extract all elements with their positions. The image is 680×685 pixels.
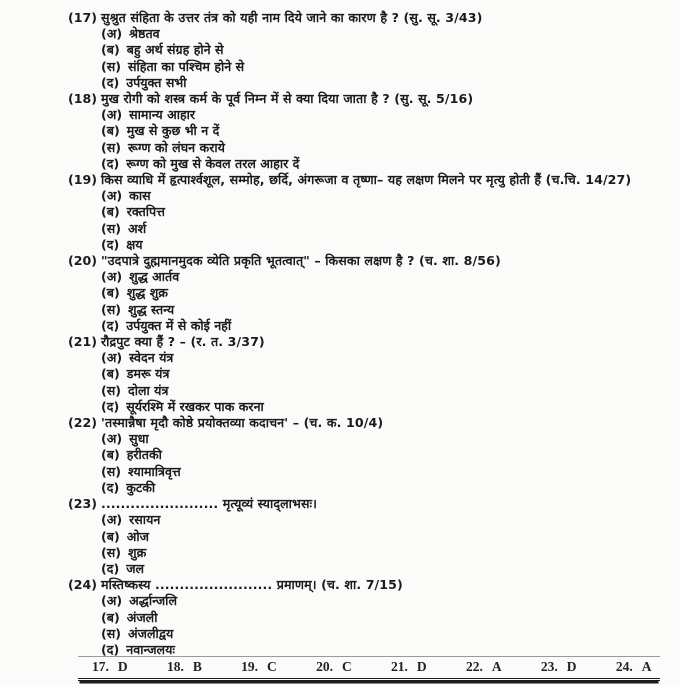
option-row [68, 366, 666, 382]
option-text: ओज [126, 528, 149, 544]
option-text: रसायन [129, 512, 161, 528]
option-label: (द) [101, 74, 120, 90]
question-number: (20) [68, 253, 98, 269]
option-row [68, 318, 666, 334]
option-row [68, 123, 666, 139]
answer-question-number: 22. [465, 659, 483, 674]
question-number: (22) [68, 415, 98, 431]
option-text: कुटकी [126, 479, 156, 495]
options-list [68, 512, 666, 577]
option-label: (ब) [101, 609, 120, 625]
options-list [68, 350, 666, 415]
option-row [68, 350, 666, 366]
option-row [68, 512, 666, 528]
option-label: (अ) [101, 512, 123, 528]
answer-letter: B [192, 659, 203, 674]
answer-key-strip [78, 656, 660, 681]
question-block [68, 415, 666, 496]
option-text: उर्पयुक्त सभी [126, 74, 187, 90]
option-text: सुधा [129, 431, 149, 447]
option-text: शुद्ध आर्तव [129, 269, 180, 285]
option-label: (ब) [101, 123, 120, 139]
option-row [68, 204, 666, 220]
answer-cell [466, 659, 502, 675]
option-label: (स) [101, 139, 122, 155]
option-text: नवान्जलयः [126, 641, 175, 657]
option-row [68, 285, 666, 301]
option-text: डमरू यंत्र [126, 366, 170, 382]
question-block [68, 253, 666, 334]
option-text: श्यामात्रिवृत्त [128, 463, 181, 479]
question-text: "उदपात्रे दुह्ममानमुदक व्येति प्रकृति भूतत्वात्" – किसका लक्षण है ? (च. शा. 8/56) [101, 253, 501, 269]
option-label: (अ) [101, 350, 123, 366]
option-label: (स) [101, 301, 122, 317]
options-list [68, 107, 666, 172]
question-text: रौद्रपुट क्या हैं ? – (र. त. 3/37) [101, 334, 265, 350]
option-text: अंजली [126, 609, 158, 625]
option-text: शुक्र [128, 544, 147, 560]
answer-question-number: 24. [615, 659, 633, 674]
option-label: (द) [101, 317, 120, 333]
option-row [68, 610, 666, 626]
option-text: रक्तपित्त [126, 204, 165, 220]
option-label: (स) [101, 58, 122, 74]
option-label: (ब) [101, 447, 120, 463]
question-number: (21) [68, 334, 98, 350]
option-text: उर्पयुक्त में से कोई नहीं [126, 317, 232, 333]
option-label: (स) [101, 625, 122, 641]
option-label: (ब) [101, 366, 120, 382]
question-text: मस्तिष्कस्य ........................ प्रमाणम्। (च. शा. 7/15) [101, 577, 403, 593]
question-number: (23) [68, 496, 98, 512]
option-row [68, 75, 666, 91]
option-row [68, 107, 666, 123]
option-text: दोला यंत्र [128, 382, 169, 398]
answer-question-number: 21. [391, 659, 408, 674]
answer-cell [541, 659, 577, 675]
option-label: (अ) [101, 107, 123, 123]
question-block [68, 496, 666, 577]
option-row [68, 383, 666, 399]
answer-question-number: 17. [92, 659, 109, 674]
option-text: शुद्ध स्तन्य [128, 301, 175, 317]
option-row [68, 42, 666, 58]
option-label: (ब) [101, 528, 120, 544]
option-label: (द) [101, 641, 120, 657]
question-block [68, 334, 666, 415]
answer-question-number: 20. [316, 659, 333, 674]
question-line [68, 253, 666, 269]
option-row [68, 431, 666, 447]
option-text: जल [126, 560, 145, 576]
options-list [68, 188, 666, 253]
option-label: (द) [101, 560, 120, 576]
option-label: (स) [101, 220, 122, 236]
option-text: हरीतकी [126, 447, 162, 463]
option-row [68, 399, 666, 415]
option-row [68, 593, 666, 609]
option-row [68, 26, 666, 42]
question-block [68, 577, 666, 658]
answer-letter: C [341, 659, 353, 674]
option-row [68, 626, 666, 642]
option-label: (अ) [101, 431, 123, 447]
options-list [68, 593, 666, 658]
answer-letter: C [267, 659, 278, 674]
question-number: (24) [68, 577, 98, 593]
option-text: अर्श [128, 220, 147, 236]
question-number: (17) [68, 10, 98, 25]
option-label: (द) [101, 398, 120, 414]
option-text: संहिता का पश्चिम होने से [128, 58, 245, 74]
option-text: मुख से कुछ भी न दें [126, 123, 220, 139]
option-text: क्षय [126, 236, 143, 252]
option-row [68, 545, 666, 561]
option-label: (अ) [101, 269, 123, 285]
option-row [68, 529, 666, 545]
option-row [68, 302, 666, 318]
answer-question-number: 18. [166, 659, 184, 674]
options-list [68, 269, 666, 334]
question-text: ........................ मृत्यूव्यं स्याद्लाभसः। [101, 496, 318, 512]
answer-cell [616, 659, 652, 675]
option-label: (अ) [101, 188, 123, 204]
option-text: स्वेदन यंत्र [129, 350, 174, 366]
answer-letter: D [117, 659, 129, 674]
option-text: श्रेष्ठतव [129, 26, 160, 42]
question-block [68, 91, 666, 172]
option-text: सूर्यरश्मि में रखकर पाक करना [126, 398, 264, 414]
question-line [68, 415, 666, 431]
option-row [68, 447, 666, 463]
option-row [68, 59, 666, 75]
option-label: (ब) [101, 285, 120, 301]
option-row [68, 156, 666, 172]
option-label: (स) [101, 544, 122, 560]
option-label: (ब) [101, 42, 120, 58]
question-number: (19) [68, 172, 98, 188]
question-line [68, 91, 666, 107]
option-text: शुद्ध शुक्र [126, 285, 168, 301]
question-block [68, 10, 666, 91]
option-row [68, 480, 666, 496]
option-label: (ब) [101, 204, 120, 220]
answer-letter: D [566, 659, 578, 674]
question-number: (18) [68, 91, 98, 107]
option-text: अर्द्धान्जलि [129, 593, 177, 609]
question-block [68, 172, 666, 253]
option-row [68, 237, 666, 253]
question-text: मुख रोगी को शस्त्र कर्म के पूर्व निम्न में से क्या दिया जाता है ? (सु. सू. 5/16) [101, 91, 474, 107]
option-label: (द) [101, 236, 120, 252]
option-label: (द) [101, 155, 120, 171]
answer-cell [92, 659, 128, 675]
option-text: कास [129, 188, 151, 204]
answer-letter: D [416, 659, 428, 674]
option-row [68, 269, 666, 285]
options-list [68, 431, 666, 496]
answer-cell [316, 659, 352, 675]
option-text: रूग्ण को मुख से केवल तरल आहार दें [126, 155, 300, 171]
answer-cell [391, 659, 427, 675]
answer-letter: A [641, 659, 652, 674]
option-label: (अ) [101, 26, 123, 42]
option-row [68, 188, 666, 204]
question-line [68, 577, 666, 593]
answer-letter: A [491, 659, 503, 674]
option-row [68, 140, 666, 156]
option-text: रूग्ण को लंघन कराये [128, 139, 225, 155]
answer-cell [167, 659, 202, 675]
questions-list [68, 10, 666, 658]
question-text: किस व्याधि में हृत्पार्श्वशूल, सम्मोह, छर्दि, अंगरूजा व तृष्णा– यह लक्षण मिलने पर मृत्यु होती हैं (च.चि. 14/27) [101, 172, 632, 188]
question-text: सुश्रुत संहिता के उत्तर तंत्र को यही नाम दिये जाने का कारण है ? (सु. सू. 3/43) [101, 10, 483, 25]
option-label: (अ) [101, 593, 123, 609]
option-label: (द) [101, 479, 120, 495]
option-row [68, 221, 666, 237]
options-list [68, 26, 666, 91]
question-line [68, 10, 666, 26]
option-text: सामान्य आहार [129, 107, 196, 123]
question-text: 'तस्मान्नैषा मृदौ कोष्ठे प्रयोक्तव्या कदाचन' – (च. क. 10/4) [101, 415, 384, 431]
question-line [68, 496, 666, 512]
option-row [68, 464, 666, 480]
answer-question-number: 19. [241, 659, 259, 674]
option-text: बहु अर्थ संग्रह होने से [126, 42, 224, 58]
option-text: अंजलीद्वय [128, 625, 174, 641]
option-label: (स) [101, 382, 122, 398]
answer-cell [241, 659, 277, 675]
option-label: (स) [101, 463, 122, 479]
option-row [68, 561, 666, 577]
answer-question-number: 23. [540, 659, 558, 674]
question-line [68, 334, 666, 350]
question-line [68, 172, 666, 188]
